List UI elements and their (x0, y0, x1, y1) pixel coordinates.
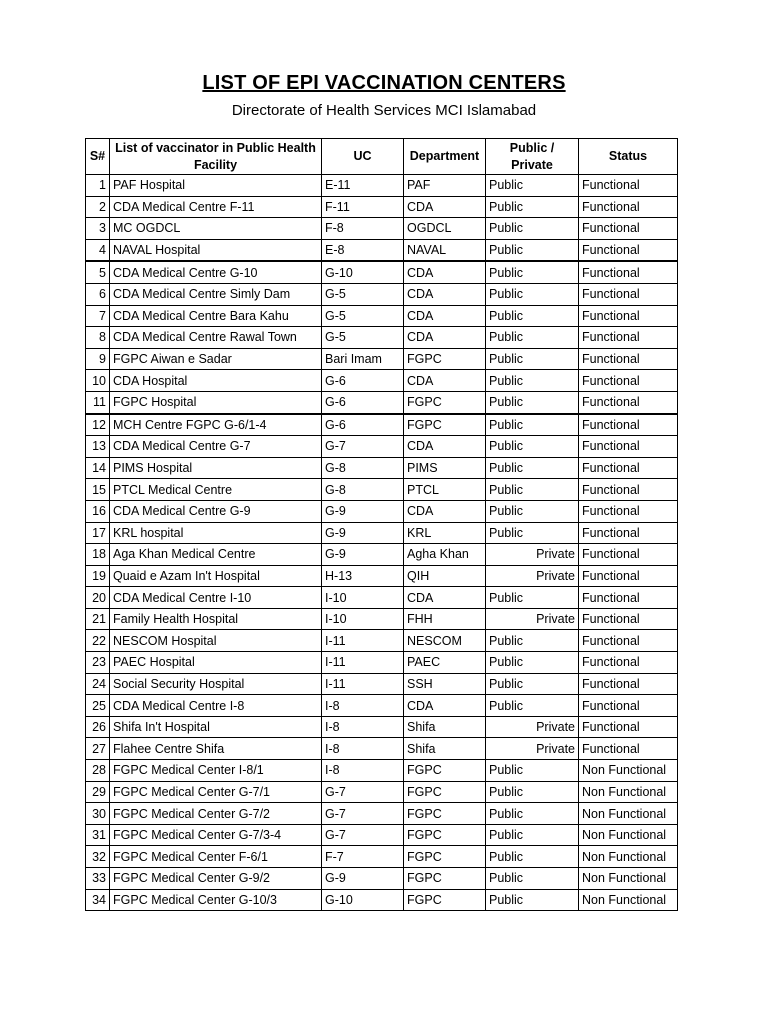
cell-serial: 17 (86, 522, 110, 544)
cell-facility: PIMS Hospital (110, 457, 322, 479)
cell-facility: CDA Medical Centre G-9 (110, 500, 322, 522)
cell-serial: 32 (86, 846, 110, 868)
cell-public-private: Public (486, 824, 579, 846)
header-department: Department (404, 139, 486, 175)
header-facility: List of vaccinator in Public Health Facility (110, 139, 322, 175)
cell-facility: Quaid e Azam In't Hospital (110, 565, 322, 587)
cell-status: Functional (579, 652, 678, 674)
cell-serial: 27 (86, 738, 110, 760)
cell-facility: CDA Medical Centre I-10 (110, 587, 322, 609)
table-row (86, 652, 678, 674)
table-row (86, 414, 678, 436)
cell-uc: G-9 (322, 500, 404, 522)
cell-public-private: Private (486, 716, 579, 738)
cell-facility: Family Health Hospital (110, 608, 322, 630)
cell-uc: G-5 (322, 283, 404, 305)
cell-public-private: Private (486, 544, 579, 566)
cell-status: Functional (579, 544, 678, 566)
document-subtitle: Directorate of Health Services MCI Islamabad (231, 102, 537, 119)
cell-facility: PTCL Medical Centre (110, 479, 322, 501)
cell-public-private: Private (486, 738, 579, 760)
cell-status: Functional (579, 239, 678, 261)
cell-uc: G-7 (322, 781, 404, 803)
cell-facility: Flahee Centre Shifa (110, 738, 322, 760)
cell-public-private: Public (486, 348, 579, 370)
cell-uc: G-7 (322, 824, 404, 846)
cell-department: PAF (404, 175, 486, 197)
cell-uc: G-5 (322, 327, 404, 349)
document-title: LIST OF EPI VACCINATION CENTERS (202, 72, 566, 94)
cell-department: FGPC (404, 391, 486, 413)
cell-status: Non Functional (579, 889, 678, 911)
table-row (86, 327, 678, 349)
cell-public-private: Public (486, 305, 579, 327)
header-public-private: Public / Private (486, 139, 579, 175)
cell-serial: 23 (86, 652, 110, 674)
cell-public-private: Public (486, 414, 579, 436)
table-row (86, 716, 678, 738)
cell-department: FHH (404, 608, 486, 630)
cell-serial: 15 (86, 479, 110, 501)
cell-public-private: Public (486, 283, 579, 305)
cell-facility: FGPC Medical Center G-10/3 (110, 889, 322, 911)
cell-facility: PAEC Hospital (110, 652, 322, 674)
header-uc: UC (322, 139, 404, 175)
cell-public-private: Public (486, 803, 579, 825)
cell-facility: FGPC Medical Center G-9/2 (110, 868, 322, 890)
table-row (86, 522, 678, 544)
cell-public-private: Public (486, 587, 579, 609)
cell-status: Non Functional (579, 803, 678, 825)
cell-serial: 1 (86, 175, 110, 197)
table-row (86, 500, 678, 522)
table-row (86, 781, 678, 803)
cell-facility: NESCOM Hospital (110, 630, 322, 652)
cell-status: Functional (579, 218, 678, 240)
cell-department: CDA (404, 327, 486, 349)
cell-public-private: Public (486, 196, 579, 218)
cell-serial: 13 (86, 436, 110, 458)
cell-serial: 5 (86, 261, 110, 283)
cell-serial: 28 (86, 760, 110, 782)
cell-status: Functional (579, 196, 678, 218)
cell-department: NAVAL (404, 239, 486, 261)
cell-department: PAEC (404, 652, 486, 674)
table-row (86, 824, 678, 846)
cell-facility: MC OGDCL (110, 218, 322, 240)
cell-facility: FGPC Medical Center I-8/1 (110, 760, 322, 782)
cell-serial: 19 (86, 565, 110, 587)
cell-serial: 2 (86, 196, 110, 218)
cell-serial: 4 (86, 239, 110, 261)
cell-department: FGPC (404, 348, 486, 370)
cell-uc: G-7 (322, 803, 404, 825)
cell-status: Functional (579, 414, 678, 436)
cell-department: OGDCL (404, 218, 486, 240)
cell-status: Functional (579, 305, 678, 327)
cell-serial: 22 (86, 630, 110, 652)
cell-status: Functional (579, 695, 678, 717)
cell-serial: 25 (86, 695, 110, 717)
cell-uc: H-13 (322, 565, 404, 587)
cell-uc: E-11 (322, 175, 404, 197)
cell-serial: 7 (86, 305, 110, 327)
cell-serial: 6 (86, 283, 110, 305)
cell-department: KRL (404, 522, 486, 544)
table-header-row (86, 139, 678, 175)
cell-uc: G-9 (322, 868, 404, 890)
cell-uc: I-11 (322, 630, 404, 652)
table-row (86, 673, 678, 695)
cell-public-private: Private (486, 565, 579, 587)
cell-status: Non Functional (579, 781, 678, 803)
cell-public-private: Public (486, 436, 579, 458)
cell-serial: 9 (86, 348, 110, 370)
cell-uc: I-8 (322, 738, 404, 760)
cell-public-private: Public (486, 889, 579, 911)
cell-serial: 8 (86, 327, 110, 349)
cell-department: FGPC (404, 414, 486, 436)
cell-public-private: Public (486, 868, 579, 890)
cell-public-private: Public (486, 500, 579, 522)
cell-facility: FGPC Medical Center G-7/3-4 (110, 824, 322, 846)
cell-uc: I-11 (322, 673, 404, 695)
cell-facility: NAVAL Hospital (110, 239, 322, 261)
cell-status: Non Functional (579, 760, 678, 782)
cell-uc: G-7 (322, 436, 404, 458)
cell-serial: 26 (86, 716, 110, 738)
cell-serial: 10 (86, 370, 110, 392)
cell-public-private: Public (486, 261, 579, 283)
cell-department: CDA (404, 196, 486, 218)
cell-public-private: Public (486, 652, 579, 674)
cell-facility: FGPC Medical Center G-7/1 (110, 781, 322, 803)
cell-department: CDA (404, 500, 486, 522)
cell-public-private: Public (486, 781, 579, 803)
table-row (86, 544, 678, 566)
cell-uc: I-10 (322, 608, 404, 630)
cell-facility: MCH Centre FGPC G-6/1-4 (110, 414, 322, 436)
cell-public-private: Public (486, 239, 579, 261)
cell-public-private: Public (486, 218, 579, 240)
cell-public-private: Public (486, 760, 579, 782)
cell-status: Functional (579, 630, 678, 652)
cell-public-private: Public (486, 522, 579, 544)
cell-status: Functional (579, 283, 678, 305)
cell-department: FGPC (404, 868, 486, 890)
cell-public-private: Public (486, 479, 579, 501)
cell-serial: 12 (86, 414, 110, 436)
cell-public-private: Public (486, 391, 579, 413)
table-row (86, 738, 678, 760)
cell-status: Functional (579, 500, 678, 522)
cell-status: Functional (579, 565, 678, 587)
cell-uc: I-8 (322, 695, 404, 717)
cell-status: Functional (579, 522, 678, 544)
cell-uc: I-8 (322, 760, 404, 782)
cell-uc: E-8 (322, 239, 404, 261)
cell-department: PIMS (404, 457, 486, 479)
table-row (86, 283, 678, 305)
cell-uc: G-9 (322, 544, 404, 566)
cell-status: Non Functional (579, 824, 678, 846)
header-status: Status (579, 139, 678, 175)
cell-uc: I-10 (322, 587, 404, 609)
cell-uc: I-8 (322, 716, 404, 738)
cell-facility: FGPC Aiwan e Sadar (110, 348, 322, 370)
cell-department: CDA (404, 283, 486, 305)
cell-public-private: Public (486, 695, 579, 717)
cell-department: FGPC (404, 824, 486, 846)
table-row (86, 479, 678, 501)
table-row (86, 305, 678, 327)
cell-department: CDA (404, 261, 486, 283)
cell-status: Non Functional (579, 868, 678, 890)
table-row (86, 587, 678, 609)
cell-facility: FGPC Medical Center G-7/2 (110, 803, 322, 825)
table-row (86, 218, 678, 240)
cell-uc: G-10 (322, 261, 404, 283)
cell-department: CDA (404, 695, 486, 717)
cell-department: CDA (404, 436, 486, 458)
cell-uc: F-7 (322, 846, 404, 868)
cell-serial: 31 (86, 824, 110, 846)
cell-facility: CDA Medical Centre Bara Kahu (110, 305, 322, 327)
cell-facility: FGPC Hospital (110, 391, 322, 413)
table-row (86, 175, 678, 197)
cell-serial: 29 (86, 781, 110, 803)
cell-department: FGPC (404, 781, 486, 803)
cell-serial: 14 (86, 457, 110, 479)
cell-department: Agha Khan (404, 544, 486, 566)
cell-serial: 30 (86, 803, 110, 825)
cell-facility: CDA Medical Centre F-11 (110, 196, 322, 218)
cell-serial: 34 (86, 889, 110, 911)
table-row (86, 608, 678, 630)
cell-department: Shifa (404, 738, 486, 760)
cell-status: Functional (579, 327, 678, 349)
table-row (86, 196, 678, 218)
cell-facility: KRL hospital (110, 522, 322, 544)
cell-facility: CDA Hospital (110, 370, 322, 392)
cell-uc: G-5 (322, 305, 404, 327)
cell-uc: I-11 (322, 652, 404, 674)
cell-department: CDA (404, 370, 486, 392)
cell-status: Functional (579, 457, 678, 479)
table-row (86, 868, 678, 890)
table-row (86, 803, 678, 825)
table-row (86, 630, 678, 652)
cell-public-private: Public (486, 175, 579, 197)
cell-public-private: Public (486, 327, 579, 349)
cell-department: Shifa (404, 716, 486, 738)
table-row (86, 565, 678, 587)
cell-status: Functional (579, 436, 678, 458)
cell-facility: CDA Medical Centre G-10 (110, 261, 322, 283)
cell-uc: G-6 (322, 370, 404, 392)
cell-public-private: Public (486, 370, 579, 392)
cell-uc: G-10 (322, 889, 404, 911)
table-row (86, 695, 678, 717)
cell-department: QIH (404, 565, 486, 587)
cell-facility: Social Security Hospital (110, 673, 322, 695)
table-row (86, 846, 678, 868)
cell-public-private: Public (486, 457, 579, 479)
cell-department: FGPC (404, 846, 486, 868)
cell-status: Functional (579, 479, 678, 501)
cell-facility: CDA Medical Centre G-7 (110, 436, 322, 458)
cell-facility: FGPC Medical Center F-6/1 (110, 846, 322, 868)
table-row (86, 760, 678, 782)
cell-serial: 24 (86, 673, 110, 695)
cell-facility: Aga Khan Medical Centre (110, 544, 322, 566)
cell-facility: CDA Medical Centre Simly Dam (110, 283, 322, 305)
cell-status: Functional (579, 716, 678, 738)
cell-uc: G-9 (322, 522, 404, 544)
cell-status: Functional (579, 175, 678, 197)
cell-serial: 16 (86, 500, 110, 522)
cell-serial: 21 (86, 608, 110, 630)
cell-status: Functional (579, 673, 678, 695)
cell-uc: Bari Imam (322, 348, 404, 370)
cell-public-private: Public (486, 846, 579, 868)
cell-department: PTCL (404, 479, 486, 501)
cell-status: Functional (579, 587, 678, 609)
cell-status: Functional (579, 738, 678, 760)
table-row (86, 391, 678, 413)
cell-public-private: Public (486, 630, 579, 652)
table-row (86, 261, 678, 283)
table-row (86, 436, 678, 458)
cell-serial: 18 (86, 544, 110, 566)
cell-facility: CDA Medical Centre I-8 (110, 695, 322, 717)
cell-status: Functional (579, 261, 678, 283)
table-body (86, 175, 678, 911)
cell-uc: G-6 (322, 414, 404, 436)
cell-public-private: Public (486, 673, 579, 695)
cell-status: Functional (579, 348, 678, 370)
cell-serial: 3 (86, 218, 110, 240)
cell-facility: CDA Medical Centre Rawal Town (110, 327, 322, 349)
vaccination-centers-table (85, 138, 678, 911)
cell-facility: Shifa In't Hospital (110, 716, 322, 738)
cell-department: FGPC (404, 760, 486, 782)
cell-uc: F-8 (322, 218, 404, 240)
cell-department: SSH (404, 673, 486, 695)
table-row (86, 348, 678, 370)
cell-department: FGPC (404, 889, 486, 911)
cell-department: CDA (404, 587, 486, 609)
cell-status: Functional (579, 370, 678, 392)
table-row (86, 889, 678, 911)
cell-uc: G-8 (322, 457, 404, 479)
cell-serial: 11 (86, 391, 110, 413)
cell-facility: PAF Hospital (110, 175, 322, 197)
table-row (86, 457, 678, 479)
cell-uc: G-6 (322, 391, 404, 413)
cell-serial: 20 (86, 587, 110, 609)
header-serial: S# (86, 139, 110, 175)
cell-status: Functional (579, 391, 678, 413)
cell-uc: F-11 (322, 196, 404, 218)
cell-department: CDA (404, 305, 486, 327)
cell-status: Non Functional (579, 846, 678, 868)
cell-uc: G-8 (322, 479, 404, 501)
cell-serial: 33 (86, 868, 110, 890)
cell-public-private: Private (486, 608, 579, 630)
table-row (86, 370, 678, 392)
cell-status: Functional (579, 608, 678, 630)
table-row (86, 239, 678, 261)
cell-department: NESCOM (404, 630, 486, 652)
cell-department: FGPC (404, 803, 486, 825)
